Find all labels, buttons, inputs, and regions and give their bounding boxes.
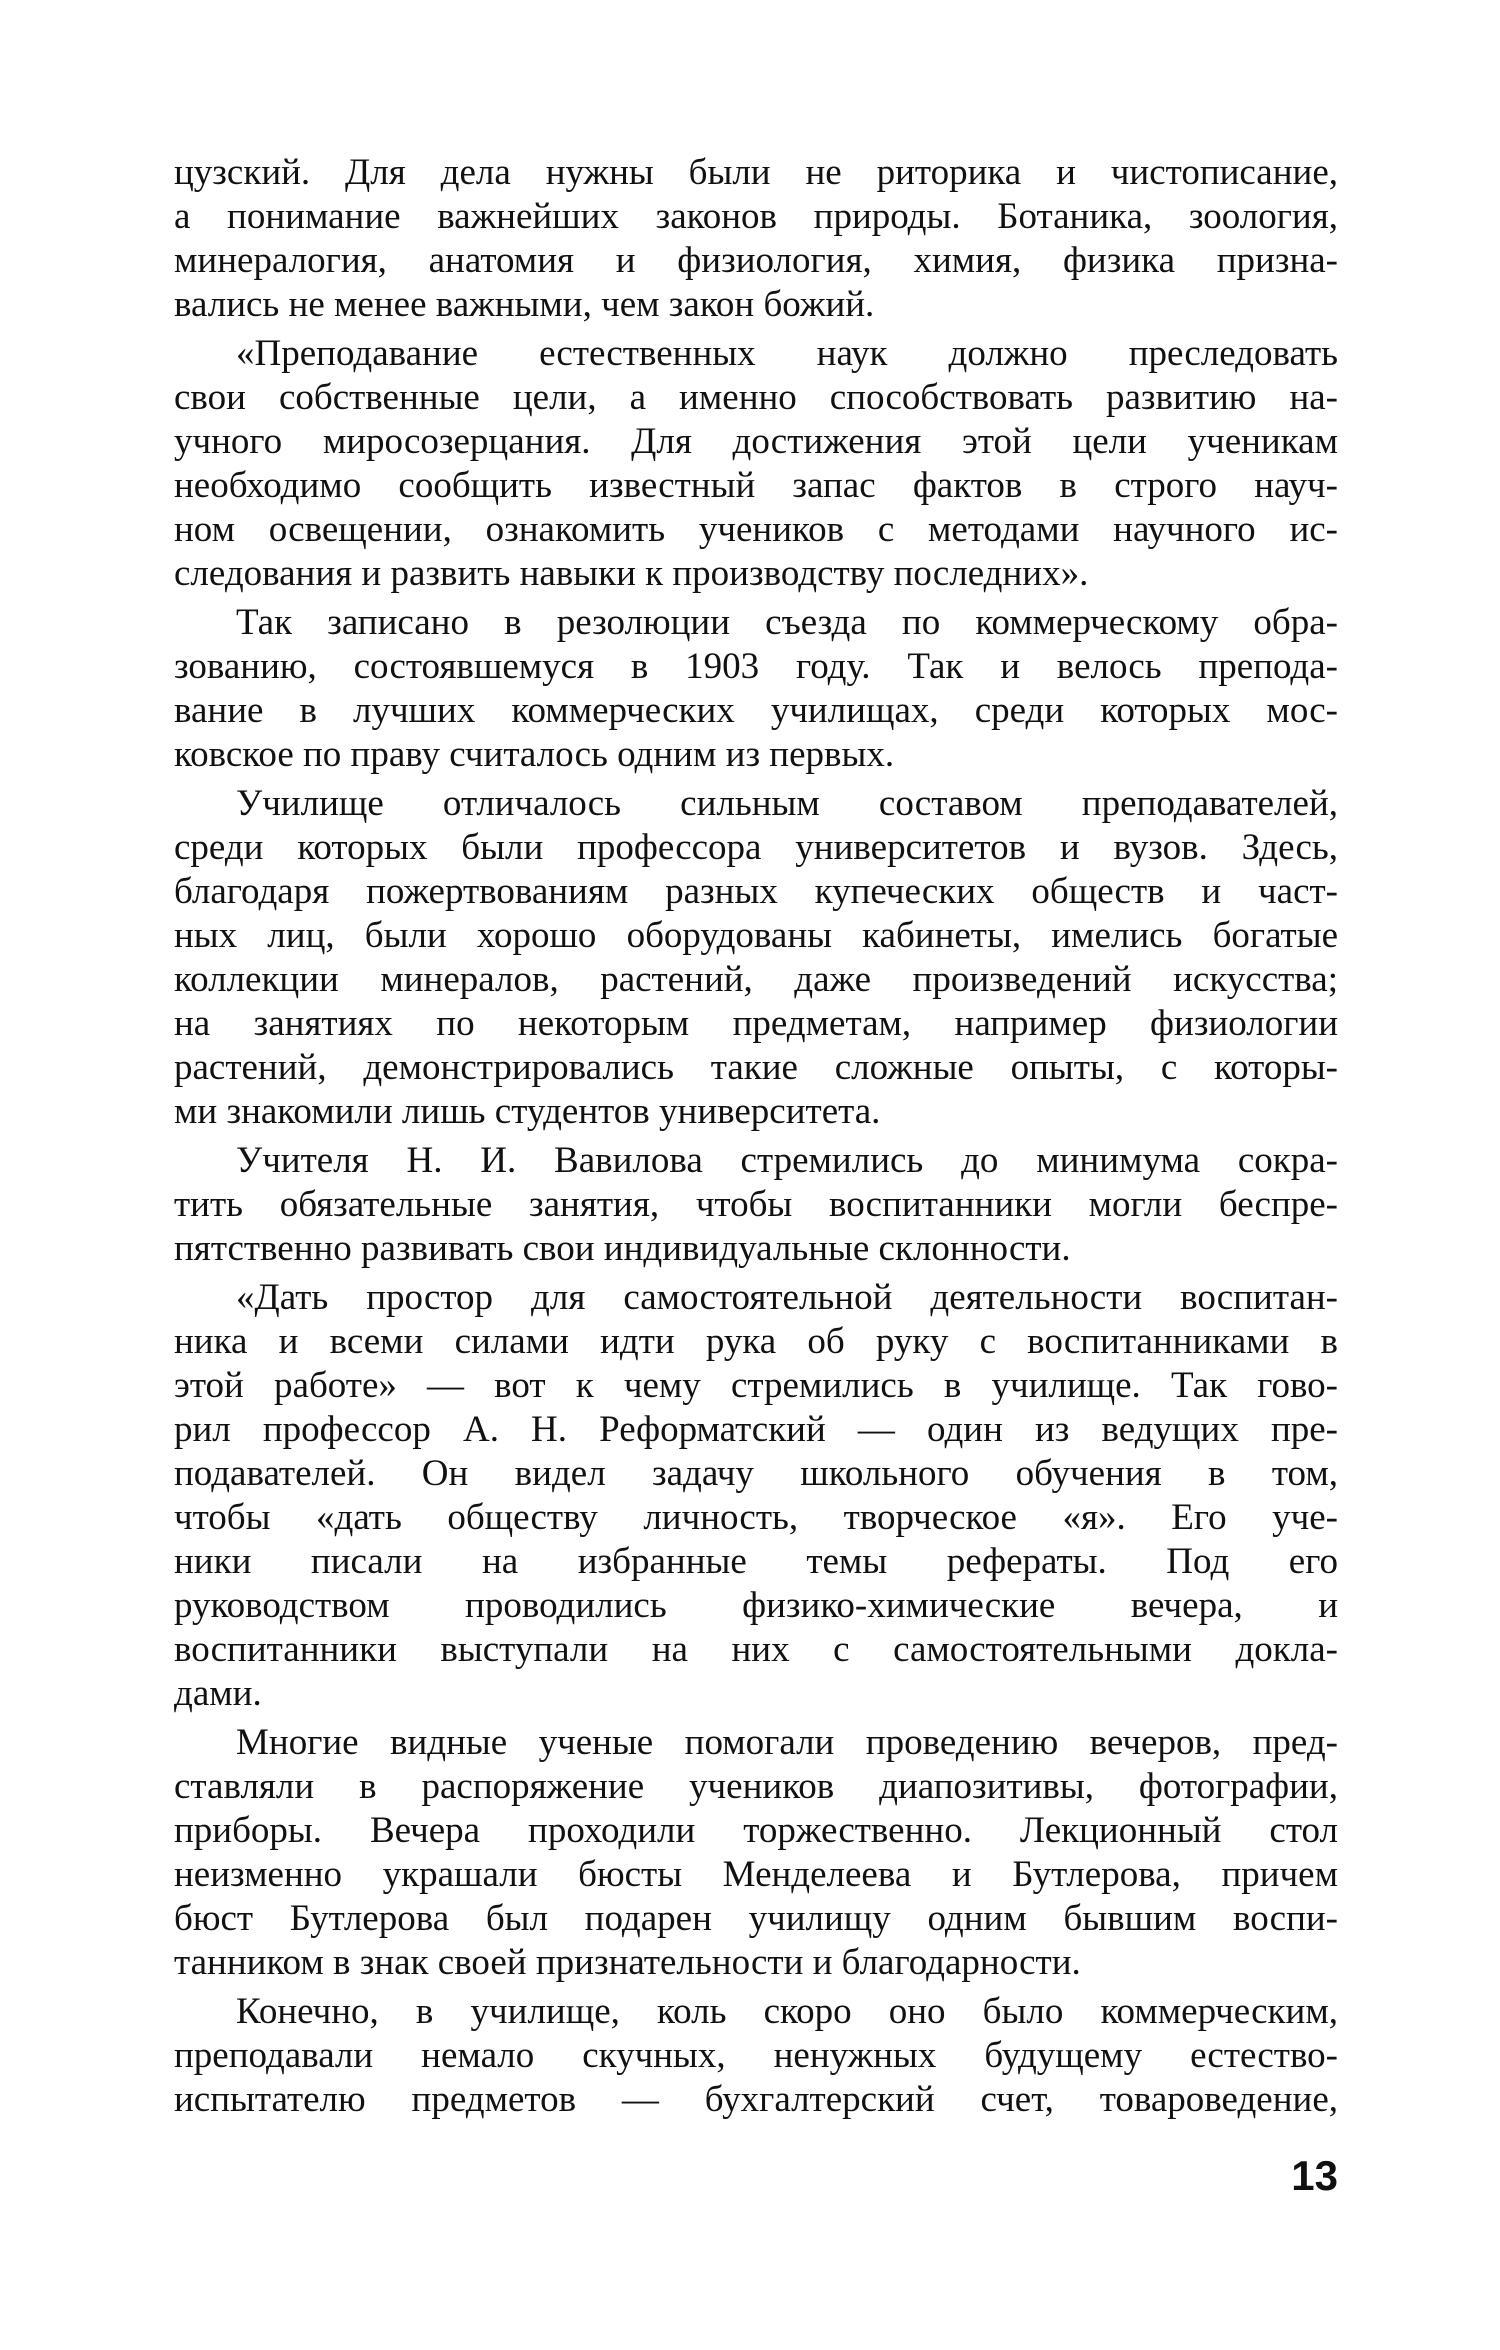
paragraph: [174, 332, 1338, 596]
paragraph: [174, 601, 1338, 777]
text-line: подавателей. Он видел задачу школьного обучения в том,: [174, 1453, 1338, 1494]
text-line: танником в знак своей признательности и благодарности.: [174, 1942, 1081, 1983]
body-text: [174, 151, 1338, 2122]
text-line: пятственно развивать свои индивидуальные склонности.: [174, 1228, 1071, 1269]
text-line: Учителя Н. И. Вавилова стремились до минимума сокра-: [236, 1140, 1338, 1181]
text-line: ном освещении, ознакомить учеников с методами научного ис-: [174, 509, 1338, 550]
text-line: приборы. Вечера проходили торжественно. Лекционный стол: [174, 1810, 1338, 1851]
text-line: неизменно украшали бюсты Менделеева и Бутлерова, причем: [174, 1854, 1338, 1895]
paragraph: [174, 782, 1338, 1134]
text-line: среди которых были профессора университетов и вузов. Здесь,: [174, 827, 1338, 868]
text-line: коллекции минералов, растений, даже произведений искусства;: [174, 959, 1338, 1000]
text-line: ных лиц, были хорошо оборудованы кабинеты, имелись богатые: [174, 915, 1338, 956]
text-line: ковское по праву считалось одним из первых.: [174, 734, 895, 775]
text-line: минералогия, анатомия и физиология, химия, физика призна-: [174, 240, 1338, 281]
text-line: вались не менее важными, чем закон божий.: [174, 284, 875, 325]
page-number: 13: [1291, 2152, 1338, 2199]
paragraph: [174, 1276, 1338, 1716]
text-line: а понимание важнейших законов природы. Ботаника, зоология,: [174, 196, 1338, 237]
text-line: чтобы «дать обществу личность, творческое «я». Его уче-: [174, 1497, 1338, 1538]
text-line: преподавали немало скучных, ненужных будущему естество-: [174, 2035, 1338, 2076]
text-line: этой работе» — вот к чему стремились в училище. Так гово-: [174, 1365, 1338, 1406]
paragraph: [174, 1721, 1338, 1985]
paragraph: [174, 1990, 1338, 2122]
text-line: дами.: [174, 1673, 262, 1714]
text-line: ника и всеми силами идти рука об руку с воспитанниками в: [174, 1321, 1338, 1362]
text-line: свои собственные цели, а именно способствовать развитию на-: [174, 377, 1338, 418]
text-line: зованию, состоявшемуся в 1903 году. Так и велось препода-: [174, 646, 1338, 687]
text-line: руководством проводились физико-химические вечера, и: [174, 1585, 1338, 1626]
text-line: Многие видные ученые помогали проведению вечеров, пред-: [236, 1722, 1338, 1763]
text-line: рил профессор А. Н. Реформатский — один из ведущих пре-: [174, 1409, 1338, 1450]
text-line: Так записано в резолюции съезда по коммерческому обра-: [236, 602, 1338, 643]
text-line: Училище отличалось сильным составом преподавателей,: [236, 783, 1338, 824]
text-line: следования и развить навыки к производству последних».: [174, 553, 1089, 594]
text-line: на занятиях по некоторым предметам, например физиологии: [174, 1003, 1338, 1044]
text-line: ники писали на избранные темы рефераты. Под его: [174, 1541, 1338, 1582]
text-line: вание в лучших коммерческих училищах, среди которых мос-: [174, 690, 1338, 731]
paragraph: [174, 1139, 1338, 1271]
text-line: учного миросозерцания. Для достижения этой цели ученикам: [174, 421, 1338, 462]
text-line: воспитанники выступали на них с самостоятельными докла-: [174, 1629, 1338, 1670]
text-line: необходимо сообщить известный запас фактов в строго науч-: [174, 465, 1338, 506]
text-line: растений, демонстрировались такие сложные опыты, с которы-: [174, 1047, 1338, 1088]
text-line: благодаря пожертвованиям разных купеческих обществ и част-: [174, 871, 1338, 912]
text-line: тить обязательные занятия, чтобы воспитанники могли беспре-: [174, 1184, 1338, 1225]
text-line: ставляли в распоряжение учеников диапозитивы, фотографии,: [174, 1766, 1338, 1807]
paragraph: [174, 151, 1338, 327]
text-line: бюст Бутлерова был подарен училищу одним бывшим воспи-: [174, 1898, 1338, 1939]
text-line: «Дать простор для самостоятельной деятельности воспитан-: [236, 1277, 1338, 1318]
text-line: «Преподавание естественных наук должно преследовать: [236, 333, 1338, 374]
text-line: Конечно, в училище, коль скоро оно было коммерческим,: [236, 1991, 1338, 2032]
text-line: цузский. Для дела нужны были не риторика и чистописание,: [174, 152, 1338, 193]
text-line: испытателю предметов — бухгалтерский счет, товароведение,: [174, 2079, 1338, 2120]
text-line: ми знакомили лишь студентов университета.: [174, 1091, 881, 1132]
